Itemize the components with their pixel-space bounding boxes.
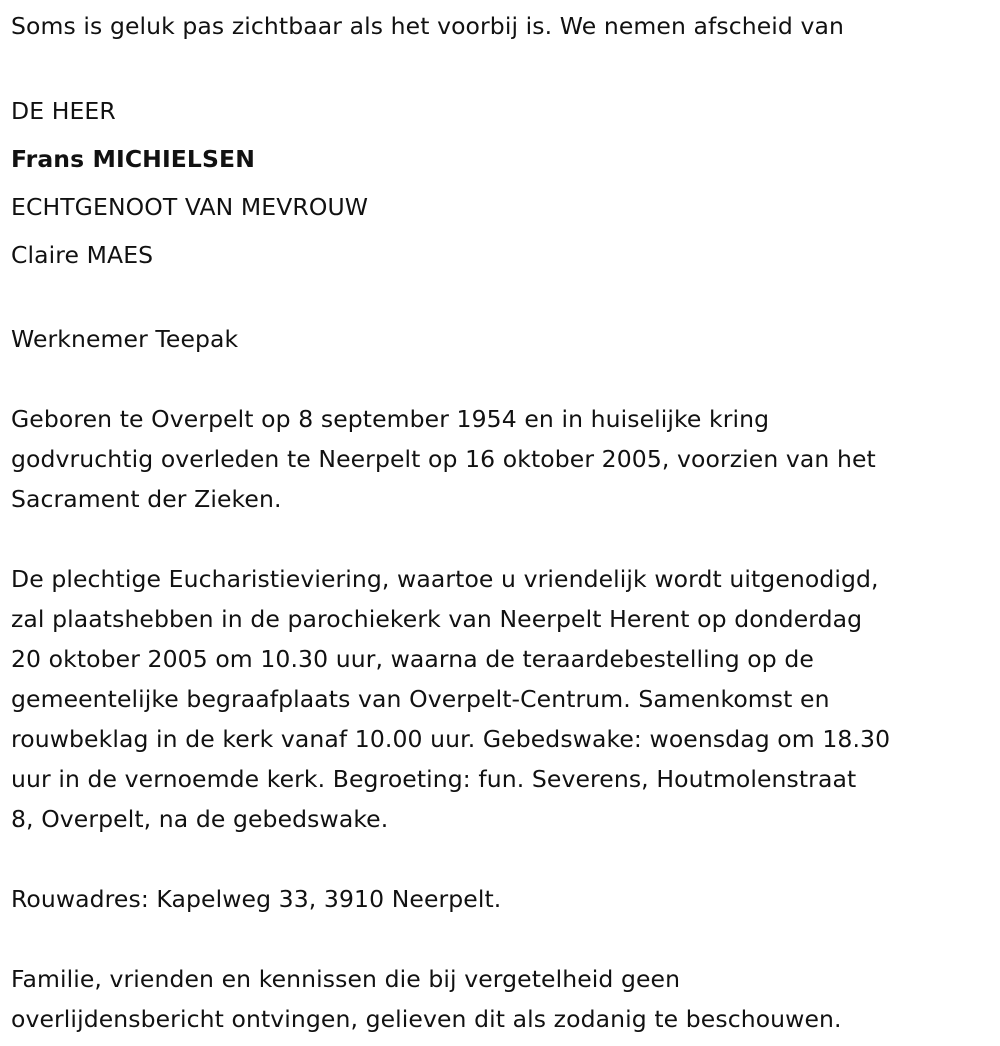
ceremony-paragraph [11,559,996,839]
birth-death-paragraph [11,399,996,519]
spacer [11,919,996,959]
paragraph-line: 8, Overpelt, na de gebedswake. [11,805,389,833]
deceased-relation: ECHTGENOOT VAN MEVROUW [11,193,369,221]
spacer [11,519,996,559]
intro-text: Soms is geluk pas zichtbaar als het voorbij is. We nemen afscheid van [11,12,845,40]
paragraph-line: Familie, vrienden en kennissen die bij vergetelheid geen [11,965,681,993]
deceased-block [11,87,996,279]
deceased-name: Frans MICHIELSEN [11,145,255,173]
spacer [11,359,996,399]
spacer [11,46,996,87]
spouse-name: Claire MAES [11,241,154,269]
paragraph-line: uur in de vernoemde kerk. Begroeting: fun. Severens, Houtmolenstraat [11,765,857,793]
spacer [11,839,996,879]
obituary-document [11,6,996,1039]
paragraph-line: zal plaatshebben in de parochiekerk van Neerpelt Herent op donderdag [11,605,863,633]
paragraph-line: 20 oktober 2005 om 10.30 uur, waarna de teraardebestelling op de [11,645,814,673]
paragraph-line: De plechtige Eucharistieviering, waartoe u vriendelijk wordt uitgenodigd, [11,565,879,593]
occupation-text: Werknemer Teepak [11,325,239,353]
paragraph-line: godvruchtig overleden te Neerpelt op 16 oktober 2005, voorzien van het [11,445,876,473]
paragraph-line: Geboren te Overpelt op 8 september 1954 en in huiselijke kring [11,405,770,433]
paragraph-line: rouwbeklag in de kerk vanaf 10.00 uur. Gebedswake: woensdag om 18.30 [11,725,891,753]
paragraph-line: Sacrament der Zieken. [11,485,282,513]
deceased-title: DE HEER [11,97,116,125]
spacer [11,279,996,319]
paragraph-line: overlijdensbericht ontvingen, gelieven dit als zodanig te beschouwen. [11,1005,842,1033]
paragraph-line: gemeentelijke begraafplaats van Overpelt-Centrum. Samenkomst en [11,685,830,713]
closing-paragraph [11,959,996,1039]
address-text: Rouwadres: Kapelweg 33, 3910 Neerpelt. [11,885,502,913]
